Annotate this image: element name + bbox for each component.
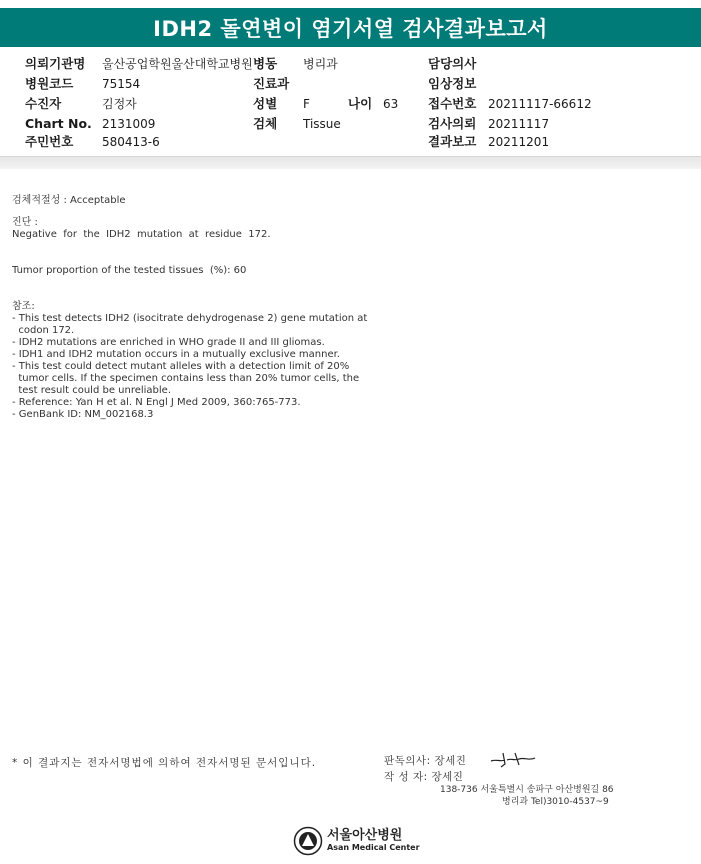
result-date-label: 결과보고 <box>428 134 477 149</box>
specimen-label: 검체 <box>253 116 278 131</box>
department-phone: 병리과 Tel)3010-4537~9 <box>502 797 609 807</box>
reference-line: - IDH2 mutations are enriched in WHO grade II and III gliomas. <box>12 337 325 348</box>
request-date-label: 검사의뢰 <box>428 116 477 131</box>
clinical-info-label: 임상정보 <box>428 76 477 91</box>
diagnosis-label: 진단 : <box>12 217 38 228</box>
header-divider <box>0 156 701 169</box>
reading-physician: 판독의사: 장세진 <box>384 755 467 767</box>
signature-block <box>384 753 466 785</box>
reference-line: tumor cells. If the specimen contains less than 20% tumor cells, the <box>12 373 360 384</box>
hospital-name-kr: 서울아산병원 <box>327 828 403 843</box>
tumor-proportion: Tumor proportion of the tested tissues (%): 60 <box>12 265 247 276</box>
hospital-code-value: 75154 <box>102 77 141 91</box>
sex-label: 성별 <box>253 96 278 111</box>
reference-line: - This test could detect mutant alleles with a detection limit of 20% <box>12 361 350 372</box>
hospital-name-en: Asan Medical Center <box>327 843 420 852</box>
chart-no-value: 2131009 <box>102 117 156 131</box>
specimen-adequacy: 검체적절성 : Acceptable <box>12 195 126 206</box>
diagnosis-text: Negative for the IDH2 mutation at residue 172. <box>12 229 271 240</box>
recipient-value: 김정자 <box>102 97 137 111</box>
reference-line: - GenBank ID: NM_002168.3 <box>12 409 154 420</box>
patient-info-block <box>0 52 701 152</box>
address-line: 138-736 서울특별시 송파구 아산병원길 86 <box>440 785 614 795</box>
reference-label: 참조: <box>12 301 35 312</box>
request-date-value: 20211117 <box>488 117 550 131</box>
rrn-value: 580413-6 <box>102 135 160 149</box>
hospital-logo <box>293 826 420 856</box>
recipient-label: 수진자 <box>25 96 62 111</box>
doctor-label: 담당의사 <box>428 56 477 71</box>
reference-line: - This test detects IDH2 (isocitrate dehydrogenase 2) gene mutation at <box>12 313 368 324</box>
hospital-code-label: 병원코드 <box>25 76 74 91</box>
report-title: IDH2 돌연변이 염기서열 검사결과보고서 <box>0 8 701 47</box>
specimen-value: Tissue <box>303 117 341 131</box>
result-date-value: 20211201 <box>488 135 550 149</box>
age-value: 63 <box>383 97 399 111</box>
rrn-label: 주민번호 <box>25 134 74 149</box>
reference-line: codon 172. <box>12 325 75 336</box>
institution-value: 울산공업학원울산대학교병원 <box>102 57 253 71</box>
sex-value: F <box>303 97 310 111</box>
institution-label: 의뢰기관명 <box>25 56 86 71</box>
accession-label: 접수번호 <box>428 96 477 111</box>
ward-value: 병리과 <box>303 57 338 71</box>
hospital-address <box>440 784 614 808</box>
reference-line: - IDH1 and IDH2 mutation occurs in a mutually exclusive manner. <box>12 349 340 360</box>
accession-value: 20211117-66612 <box>488 97 592 111</box>
e-signature-note: * 이 결과지는 전자서명법에 의하여 전자서명된 문서입니다. <box>12 757 317 769</box>
reference-line: test result could be unreliable. <box>12 385 172 396</box>
hospital-emblem-icon <box>293 826 323 856</box>
handwritten-signature <box>489 749 537 769</box>
report-author: 작 성 자: 장세진 <box>384 771 464 783</box>
reference-line: - Reference: Yan H et al. N Engl J Med 2009, 360:765-773. <box>12 397 301 408</box>
report-body <box>12 195 472 421</box>
ward-label: 병동 <box>253 56 278 71</box>
dept-label: 진료과 <box>253 76 290 91</box>
age-label: 나이 <box>348 96 373 111</box>
chart-no-label: Chart No. <box>25 116 92 131</box>
